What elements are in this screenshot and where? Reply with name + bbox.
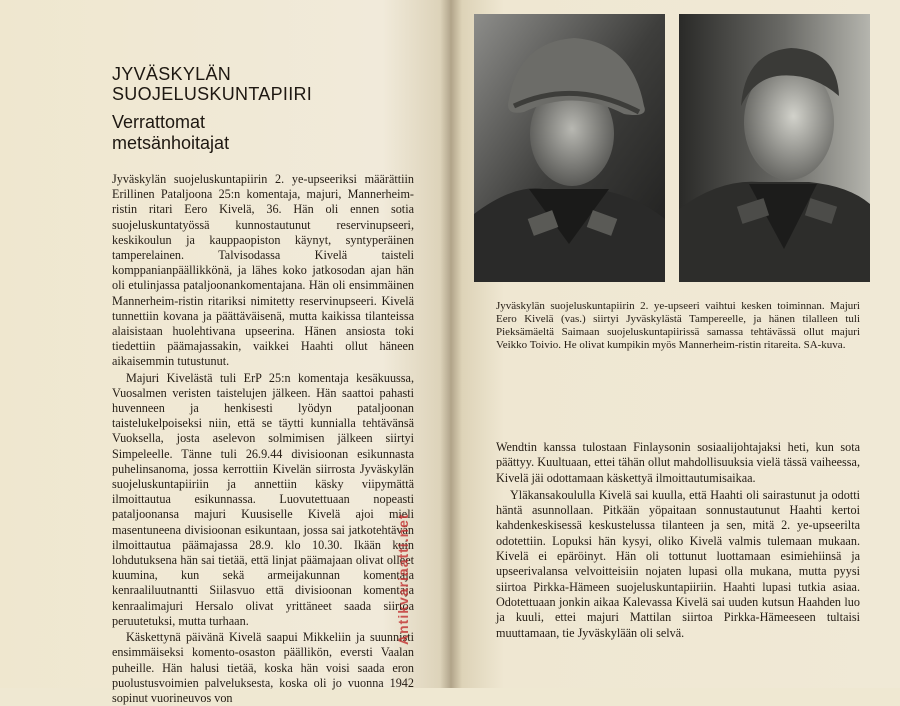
left-paragraph-2: Majuri Kivelästä tuli ErP 25:n komentaja kesäkuussa, Vuosalmen veristen taistelujen jälkeen. Hän saattoi pahasti huvenneen ja henkisesti lyödyn pataljoonan taistelukelpoiseksi niin, että se täytti kunnialla tehtävänsä Vuoksella, josta aselevon solmimisen jälkeen siirtyi Simpeleelle. Tänne tuli 26.9.44 divisioonan esikunnasta puhelinsanoma, jossa kerrottiin Kivelän siirrosta Jyväskylän suojeluskuntapiiriin ja annettiin käsky viipymättä ilmoittautua esikunnassa. Luovutettuaan nopeasti pataljoonansa majuri Kuusiselle Kivelä ajoi mieli masentuneena divisioonan esikuntaan, jossa sai jatkotehtävän ilmoittautua päämajassa 28.9. klo 10.30. Ikään kuin lohdutuksena hän sai tietää, että linjat päämajaan olivat olleet kuumina, kun sekä armeijakunnan komentaja kenraaliluutnantti Siilasvuo että divisioonan komentaja kenraalimajuri Hersalo olivat yrittäneet saada siirtoa peruutetuksi, mutta turhaan. (112, 370, 414, 628)
photo-helmeted-officer (474, 14, 665, 282)
photo-helmeted-officer-image (474, 14, 665, 282)
left-body-text (112, 172, 414, 706)
left-paragraph-1: Jyväskylän suojeluskuntapiirin 2. ye-upseeriksi määrättiin Erillinen Pataljoona 25:n komentaja, majuri, Mannerheim-ristin ritari Eero Kivelä, 36. Hän oli ennen sotia suojeluskuntatyössä kunnostautunut reservinupseeri, keskikoulun ja kauppaopiston käynyt, syntyperäinen tamperelainen. Talvisodassa Kivelä taisteli komppanianpäällikkönä, ja lähes koko jatkosodan ajan hän oli etulinjassa pataljoonankomentajana. Hän oli ensimmäinen Mannerheim-ristin ritariksi nimitetty reservinupseeri. Kivelä tunnettiin kovana ja päättäväisenä, mutta kaikissa tilanteissa alaisistaan huolehtivana upseerina. Hänen ansiosta toki tiedettiin päämajassakin, vaikkei Haahti ollut häneen aikaisemmin tutustunut. (112, 172, 414, 369)
book-gutter (440, 0, 462, 688)
right-body-text (496, 440, 860, 641)
section-title-line-2: metsänhoitajat (112, 133, 230, 153)
photo-caption: Jyväskylän suojeluskuntapiirin 2. ye-upseeri vaihtui kesken toiminnan. Majuri Eero Kivelä (vas.) siirtyi Jyväskylästä Tampereelle, ja hänen tilalleen tuli Pieksämäeltä Saimaan suojeluskuntapiirissä samassa tehtävässä ollut majuri Veikko Toivio. He olivat kumpikin myös Mannerheim-ristin ritareita. SA-kuva. (496, 300, 860, 351)
chapter-title-line-1: JYVÄSKYLÄN (112, 64, 232, 84)
watermark: Antikvariaatti.net (395, 513, 411, 645)
chapter-title-line-2: SUOJELUSKUNTAPIIRI (112, 84, 313, 104)
right-paragraph-1: Wendtin kanssa tulostaan Finlaysonin sosiaalijohtajaksi heti, kun sota päättyy. Kuultuaan, ettei tähän ollut mahdollisuuksia vielä tässä vaiheessa, Kivelä jäi odottamaan käskettyä ilmoittautumisaikaa. (496, 440, 860, 485)
left-paragraph-3: Käskettynä päivänä Kivelä saapui Mikkeliin ja suunnisti ensimmäiseksi komento-osaston päällikön, eversti Vaalan puheille. Hän halusi tietää, koska hän voisi saada eron puolustusvoimien palveluksesta, koska oli jo vuonna 1942 sopinut vuorineuvos von (112, 630, 414, 705)
photo-officer-portrait (679, 14, 870, 282)
right-paragraph-2: Yläkansakoululla Kivelä sai kuulla, että Haahti oli sairastunut ja odotti häntä asunnollaan. Pitkään yöpaitaan sonnustautunut Haahti kertoi kahdenkeskisessä keskustelussa tilanteen ja sen, mitä 2. ye-upseerilta odotettiin. Lopuksi hän kysyi, oliko Kivelä valmis tulemaan mukaan. Kivelä ei epäröinyt. Hän oli tottunut luottamaan esimiehiinsä ja upseerivalansa velvoitteisiin nojaten lupasi olla mukana, mutta pyysi siirtoa Pirkka-Hämeen suojeluskuntapiiriin. Haahti lupasi tutkia asiaa. Odotettuaan jonkin aikaa Kalevassa Kivelä sai uuden kutsun Haahden luo ja kuuli, ettei majuri Mattilan siirtoa Pirkka-Hämeeseen tultaisi muuttamaan, tie Jyväskylään oli selvä. (496, 487, 860, 640)
chapter-header (112, 64, 432, 154)
section-title-line-1: Verrattomat (112, 112, 206, 132)
photo-officer-portrait-image (679, 14, 870, 282)
section-title (112, 112, 432, 154)
